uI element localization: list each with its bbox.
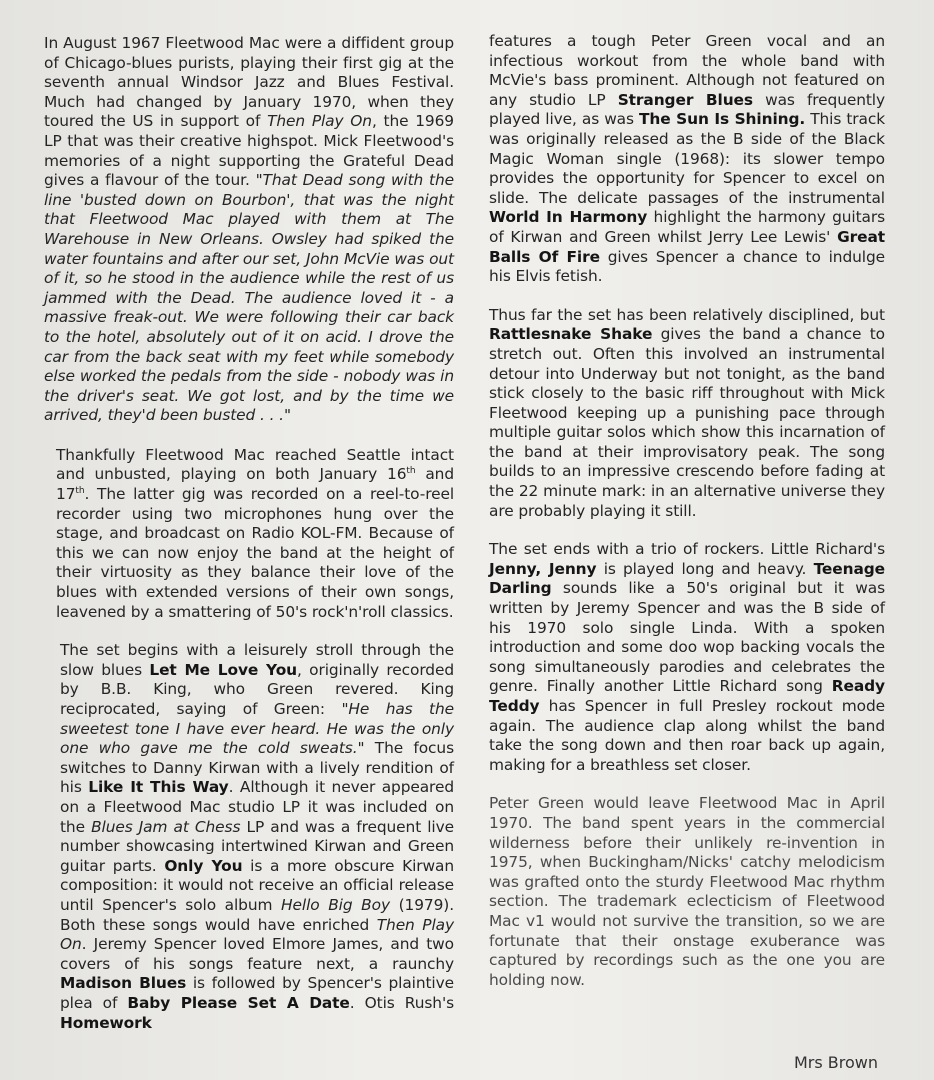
paragraph-epilogue: Peter Green would leave Fleetwood Mac in April 1970. The band spent years in the commercial wilderness before their unlikely re-invention in 1975, when Buckingham/Nicks' catchy melodicism was grafted onto the sturdy Fleetwood Mac rhythm section. The trademark eclecticism of Fleetwood Mac v1 would not survive the transition, so we are fortunate that their onstage exuberance was captured by recordings such as the one you are holding now.	[489, 794, 885, 989]
paragraph-continuation	[489, 32, 885, 287]
text: is played long and heavy.	[596, 559, 814, 578]
text: Thankfully Fleetwood Mac reached Seattle intact and unbusted, playing on both January 16	[56, 445, 454, 484]
text: . The latter gig was recorded on a reel-to-reel recorder using two microphones hung over the stage, and broadcast on Radio KOL-FM. Because of this we can now enjoy the band at the height of their virtuosity as they balance their love of the blues with extended versions of their own songs, leavened by a smattering of 50's rock'n'roll classics.	[56, 485, 454, 621]
paragraph-rockers	[489, 540, 885, 775]
text: features a tough Peter Green vocal and an infectious workout from the whole band with McVie's bass prominent. Although not featured on any studio LP	[489, 32, 885, 109]
album-title: Then Play On	[60, 915, 454, 954]
song-title: Jenny, Jenny	[489, 559, 597, 578]
text: was frequently played live, as was	[489, 90, 885, 129]
text: (1979). Both these songs would have enriched	[60, 895, 454, 934]
song-title: Rattlesnake Shake	[489, 325, 653, 344]
paragraph-seattle	[56, 446, 454, 622]
song-title: Great Balls Of Fire	[489, 227, 885, 266]
text: Thus far the set has been relatively disciplined, but	[489, 305, 885, 324]
song-title: Homework	[60, 1013, 152, 1032]
text: , the 1969 LP that was their creative highspot. Mick Fleetwood's memories of a night supporting the Grateful Dead gives a flavour of the tour.	[44, 112, 454, 190]
song-title: Only You	[164, 856, 243, 875]
song-title: The Sun Is Shining.	[639, 110, 806, 129]
text: gives the band a chance to stretch out. Often this involved an instrumental detour into Underway but not tonight, as the band stick closely to the basic riff throughout with Mick Fleetwood keeping up a punishing pace through multiple guitar solos which show this incarnation of the band at their improvisatory peak. The song builds to an impressive crescendo before fading at the 22 minute mark: in an alternative universe they are probably playing it still.	[489, 325, 885, 520]
text: is a more obscure Kirwan composition: it would not receive an official release until Spencer's solo album	[60, 856, 455, 914]
text: and 17	[56, 465, 454, 504]
text: The set ends with a trio of rockers. Little Richard's	[489, 540, 885, 559]
song-title: Teenage Darling	[489, 559, 886, 598]
right-column	[489, 32, 885, 1009]
text: . Jeremy Spencer loved Elmore James, and two covers of his songs feature next, a raunchy	[60, 935, 454, 973]
ordinal-suffix: th	[406, 466, 416, 477]
ordinal-suffix: th	[75, 485, 85, 496]
king-quote: "He has the sweetest tone I have ever heard. He was the only one who gave me the cold sweats."	[60, 700, 454, 758]
author-signature: Mrs Brown	[793, 1053, 878, 1072]
text: LP and was a frequent live number showcasing intertwined Kirwan and Green guitar parts.	[60, 817, 454, 875]
song-title: Like It This Way	[88, 778, 229, 797]
album-title: Hello Big Boy	[281, 895, 390, 914]
paragraph-intro	[44, 34, 454, 426]
left-column	[44, 34, 454, 1052]
text: The focus switches to Danny Kirwan with a lively rendition of his	[60, 739, 454, 797]
text: The set begins with a leisurely stroll through the slow blues	[60, 641, 454, 679]
fleetwood-quote: "That Dead song with the line 'busted down on Bourbon', that was the night that Fleetwood Mac played with them at The Warehouse in New Orleans. Owsley had spiked the water fountains and after our set, John McVie was out of it, so he stood in the audience while the rest of us jammed with the Dead. The audience loved it - a massive freak-out. We were following their car back to the hotel, absolutely out of it on acid. I drove the car from the back seat with my feet while somebody else worked the pedals from the side - nobody was in the driver's seat. We got lost, and by the time we arrived, they'd been busted . . ."	[44, 171, 454, 425]
song-title: Ready Teddy	[489, 677, 885, 715]
text: gives Spencer a chance to indulge his Elvis fetish.	[489, 247, 885, 286]
text: has Spencer in full Presley rockout mode again. The audience clap along whilst the band take the song down and then roar back up again, making for a breathless set closer.	[489, 697, 885, 774]
text: This track was originally released as the B side of the Black Magic Woman single (1968): its slower tempo provides the opportunity for Spencer to excel on slide. The delicate passages of the instrumental	[489, 110, 886, 207]
album-title: Then Play On	[267, 112, 372, 131]
paragraph-setlist-start	[60, 641, 454, 1033]
text: . Otis Rush's	[349, 993, 454, 1012]
song-title: Baby Please Set A Date	[127, 993, 350, 1012]
paragraph-rattlesnake	[489, 306, 885, 522]
text: . Although it never appeared on a Fleetwood Mac studio LP it was included on the	[60, 778, 454, 836]
text: is followed by Spencer's plaintive plea of	[60, 974, 454, 1012]
text: sounds like a 50's original but it was written by Jeremy Spencer and was the B side of his 1970 solo single Linda. With a spoken introduction and some doo wop backing vocals the song simultaneously parodies and celebrates the genre. Finally another Little Richard song	[489, 579, 885, 696]
song-title: World In Harmony	[489, 208, 648, 227]
text: , originally recorded by B.B. King, who Green revered. King reciprocated, saying of Green:	[60, 660, 455, 718]
text: In August 1967 Fleetwood Mac were a diffident group of Chicago-blues purists, playing their first gig at the seventh annual Windsor Jazz and Blues Festival. Much had changed by January 1970, when they toured the US in support of	[44, 34, 454, 131]
text: highlight the harmony guitars of Kirwan and Green whilst Jerry Lee Lewis'	[489, 208, 885, 246]
song-title: Stranger Blues	[617, 90, 753, 109]
song-title: Let Me Love You	[149, 660, 298, 679]
song-title: Madison Blues	[60, 974, 187, 993]
album-title: Blues Jam at Chess	[91, 817, 241, 836]
